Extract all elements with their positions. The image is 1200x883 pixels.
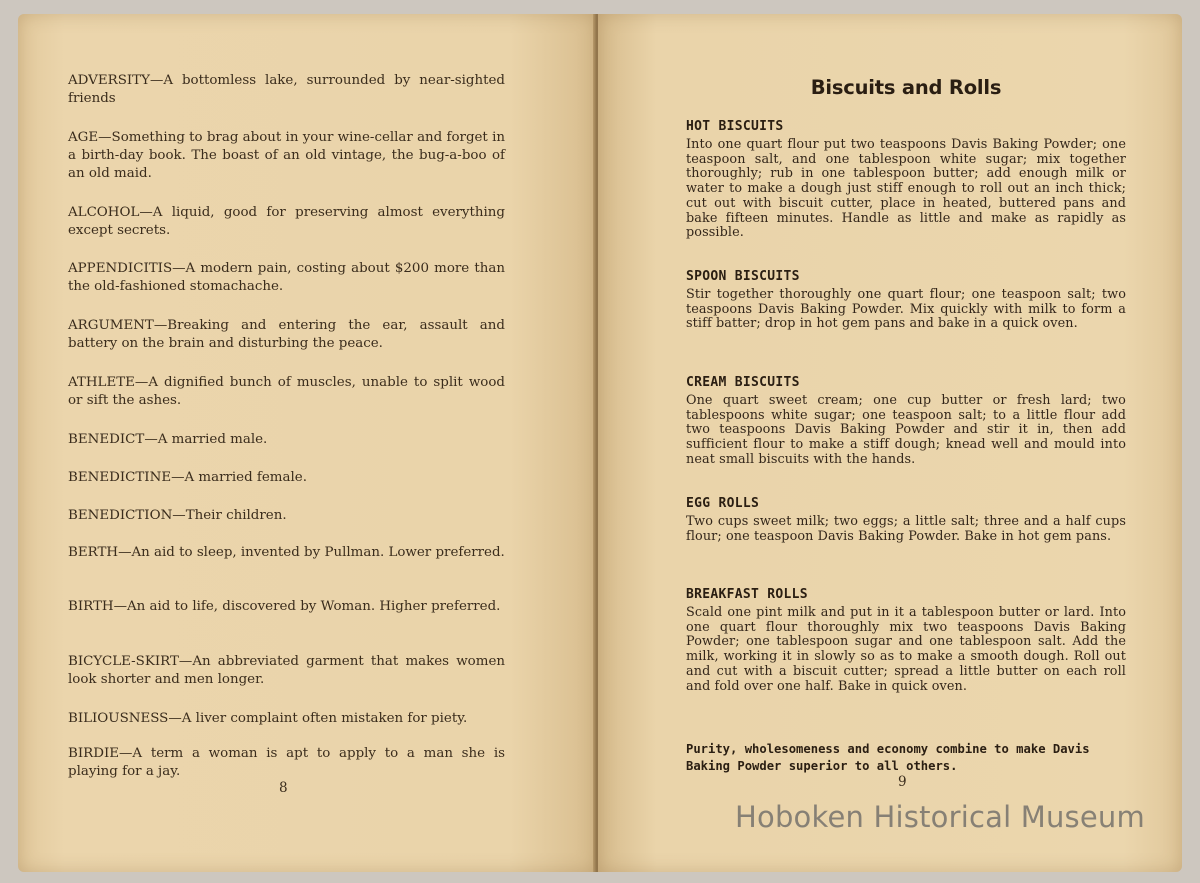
glossary-definition: A married male. (157, 432, 268, 447)
watermark: Hoboken Historical Museum (735, 800, 1145, 834)
glossary-term: ATHLETE (68, 375, 135, 390)
glossary-definition: A dignified bunch of muscles, unable to split wood or sift the ashes. (68, 375, 505, 408)
recipe-title: HOT BISCUITS (686, 119, 784, 134)
em-dash: — (172, 508, 186, 523)
em-dash: — (168, 711, 182, 726)
recipe-egg-rolls (686, 496, 1126, 544)
glossary-term: BILIOUSNESS (68, 711, 169, 726)
glossary-entry (68, 260, 505, 296)
em-dash: — (153, 318, 168, 333)
glossary-definition: A bottomless lake, surrounded by near-sighted friends (68, 73, 505, 106)
page-number-left: 8 (279, 780, 288, 796)
em-dash: — (178, 654, 193, 669)
glossary-entry (68, 544, 505, 562)
glossary-entry (68, 431, 505, 449)
glossary-definition: Something to brag about in your wine-cellar and forget in a birth-day book. The boast of an old vintage, the bug-a-boo of an old maid. (68, 130, 505, 181)
recipe-title: BREAKFAST ROLLS (686, 587, 808, 602)
glossary-term: ALCOHOL (68, 205, 140, 220)
glossary-definition: A modern pain, costing about $200 more than the old-fashioned stomachache. (68, 261, 505, 294)
em-dash: — (139, 205, 153, 220)
recipe-text: Two cups sweet milk; two eggs; a little salt; three and a half cups flour; one teaspoon Davis Baking Powder. Bake in hot gem pans. (686, 514, 1126, 544)
glossary-definition: A term a woman is apt to apply to a man she is playing for a jay. (68, 746, 505, 779)
page-number-right: 9 (898, 774, 907, 790)
em-dash: — (98, 130, 112, 145)
glossary-term: ARGUMENT (68, 318, 154, 333)
em-dash: — (144, 432, 158, 447)
glossary-entry (68, 374, 505, 410)
glossary-term: BIRTH (68, 599, 114, 614)
glossary-term: BICYCLE-SKIRT (68, 654, 179, 669)
recipe-title: EGG ROLLS (686, 496, 760, 511)
left-page (18, 14, 596, 872)
recipe-breakfast-rolls (686, 587, 1126, 694)
glossary-definition: Their children. (185, 508, 287, 523)
glossary-entry (68, 469, 505, 487)
glossary-entry (68, 129, 505, 183)
slogan: Purity, wholesomeness and economy combine to make Davis Baking Powder superior to all others. (686, 742, 1090, 773)
glossary-entry (68, 598, 505, 616)
recipe-cream-biscuits (686, 375, 1126, 468)
glossary-term: ADVERSITY (68, 73, 150, 88)
recipe-text: Stir together thoroughly one quart flour; one teaspoon salt; two teaspoons Davis Baking Powder. Mix quickly with milk to form a stiff batter; drop in hot gem pans and bake in a quick oven. (686, 287, 1126, 332)
glossary-term: AGE (68, 130, 99, 145)
recipe-spoon-biscuits (686, 269, 1126, 332)
recipe-text: Scald one pint milk and put in it a tablespoon butter or lard. Into one quart flour thoroughly mix two teaspoons Davis Baking Powder; one tablespoon sugar and one tablespoon salt. Add the milk, working it in slowly so as to make a smooth dough. Roll out and cut with a biscuit cutter; spread a little butter on each roll and fold over one half. Bake in quick oven. (686, 605, 1126, 694)
glossary-entry (68, 710, 505, 728)
glossary-term: BENEDICTION (68, 508, 173, 523)
glossary-entry (68, 72, 505, 108)
em-dash: — (134, 375, 149, 390)
glossary-entry (68, 317, 505, 353)
em-dash: — (172, 261, 186, 276)
glossary-definition: A liquid, good for preserving almost everything except secrets. (68, 205, 505, 238)
glossary-term: BENEDICTINE (68, 470, 172, 485)
recipe-title: SPOON BISCUITS (686, 269, 800, 284)
recipe-text: Into one quart flour put two teaspoons Davis Baking Powder; one teaspoon salt, and one tablespoon white sugar; mix together thoroughly; rub in one tablespoon butter; add enough milk or water to make a dough just stiff enough to roll out an inch thick; cut out with biscuit cutter, place in heated, buttered pans and bake fifteen minutes. Handle as little and make as rapidly as possible. (686, 137, 1126, 241)
glossary-definition: An aid to sleep, invented by Pullman. Lower preferred. (131, 545, 505, 560)
recipe-title: CREAM BISCUITS (686, 375, 800, 390)
section-title: Biscuits and Rolls (810, 76, 1002, 99)
em-dash: — (113, 599, 127, 614)
glossary-entry (68, 204, 505, 240)
glossary-definition: An abbreviated garment that makes women look shorter and men longer. (68, 654, 505, 687)
glossary-entry (68, 653, 505, 689)
recipe-hot-biscuits (686, 119, 1126, 241)
em-dash: — (171, 470, 185, 485)
em-dash: — (119, 746, 133, 761)
glossary-entry (68, 507, 505, 525)
glossary-term: BERTH (68, 545, 119, 560)
glossary-term: BIRDIE (68, 746, 120, 761)
glossary-term: APPENDICITIS (68, 261, 173, 276)
glossary-entry (68, 745, 505, 781)
glossary-definition: A married female. (184, 470, 307, 485)
glossary-definition: Breaking and entering the ear, assault and battery on the brain and disturbing the peace. (68, 318, 505, 351)
glossary-definition: An aid to life, discovered by Woman. Higher preferred. (126, 599, 501, 614)
glossary-definition: A liver complaint often mistaken for piety. (181, 711, 468, 726)
glossary-term: BENEDICT (68, 432, 145, 447)
right-page (598, 14, 1182, 872)
em-dash: — (149, 73, 164, 88)
em-dash: — (118, 545, 132, 560)
recipe-text: One quart sweet cream; one cup butter or fresh lard; two tablespoons white sugar; one teaspoon salt; to a little flour add two teaspoons Davis Baking Powder and stir it in, then add sufficient flour to make a stiff dough; knead well and mould into neat small biscuits with the hands. (686, 393, 1126, 467)
